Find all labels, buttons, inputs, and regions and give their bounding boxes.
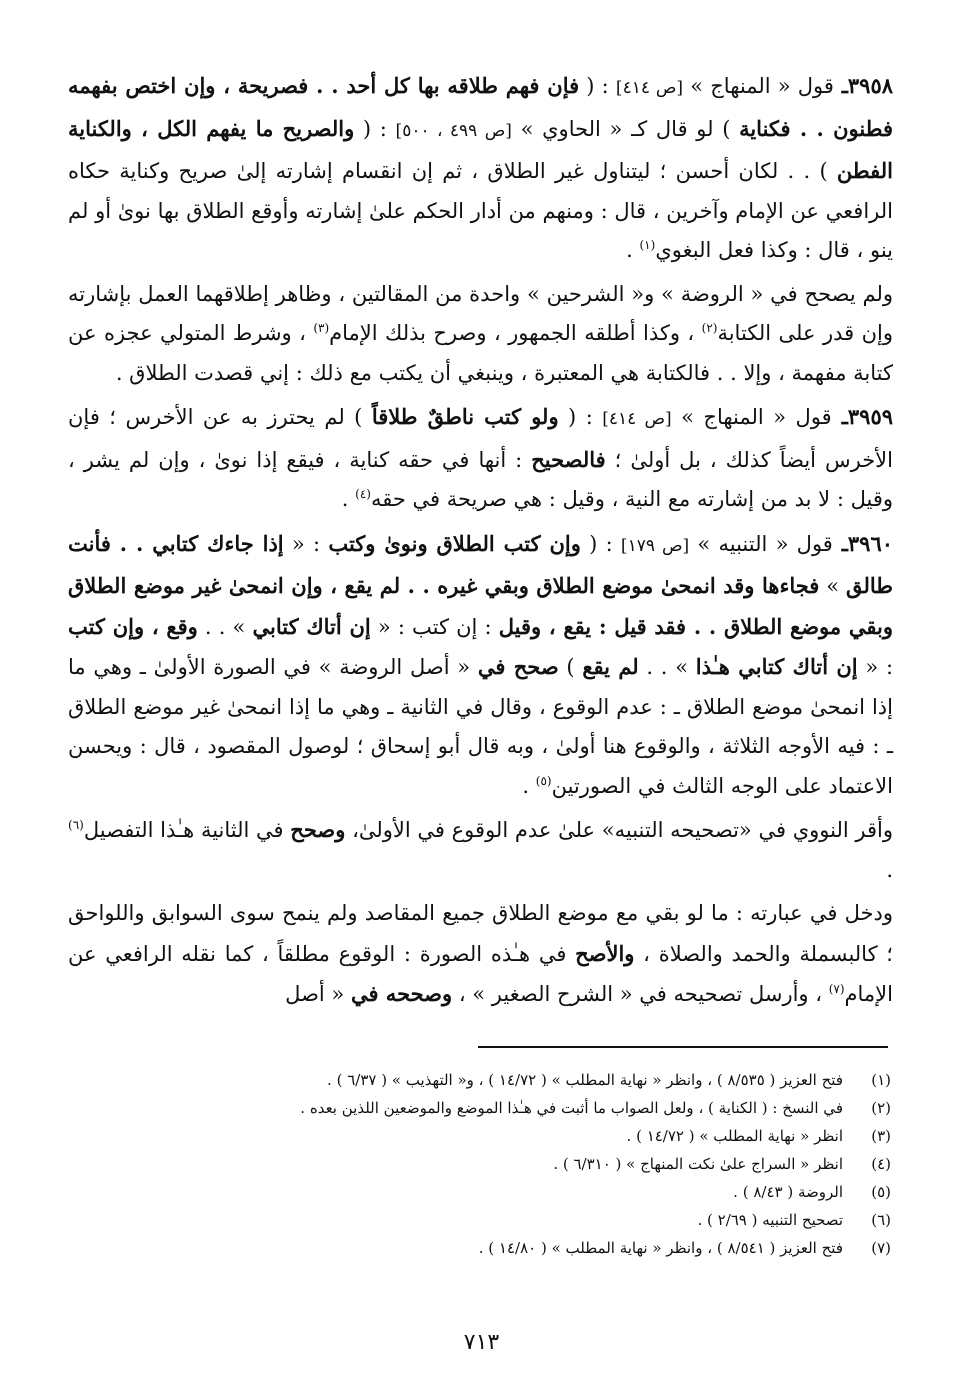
footnote-text: فتح العزيز ( ٨/٥٣٥ ) ، وانظر « نهاية المطلب » ( ١٤/٧٢ ) ، و« التهذيب » ( ٦/٣٧ ) . <box>327 1071 843 1089</box>
footnote-ref: (٧) <box>828 982 845 996</box>
bold-text: إن أتاك كتابي <box>252 613 371 639</box>
footnote-text: انظر « نهاية المطلب » ( ١٤/٧٢ ) . <box>626 1127 843 1145</box>
footnote <box>71 1096 891 1121</box>
text-run: قول « التنبيه » <box>689 531 833 556</box>
bold-text: ٣٩٥٨ـ <box>833 73 894 98</box>
bold-text: والصريح ما يفهم الكل ، والكناية الفطن <box>68 115 893 183</box>
text-run: [ص ٤١٤] <box>602 409 672 429</box>
footnote-divider <box>478 1046 888 1048</box>
bold-text: فجاءها وقد انمحىٰ موضع الطلاق وبقي غيره . . لم يقع ، وإن انمحىٰ غير موضع الطلاق وبقي موضع الطلاق . . فقد قيل : يقع ، وقيل <box>68 573 893 639</box>
text-run: [ص ٤١٤] <box>615 78 684 98</box>
text-run: ، وشرط المتولي عجزه عن كتابة مفهمة ، وإلا . . فالكتابة هي المعتبرة ، وينبغي أن يكتب مع ذلك : إني قصدت الطلاق . <box>68 321 893 385</box>
bold-text: إذا جاءك كتابي . . فأنت طالق <box>68 530 893 598</box>
footnote-number: (٣) <box>871 1127 891 1145</box>
text-run: : إن كتب : « <box>370 614 499 639</box>
footnote-ref: (٣) <box>313 321 330 335</box>
text-run: ) لو قال كـ « الحاوي » <box>511 116 740 141</box>
page-number: ٧١٣ <box>463 1330 500 1355</box>
footnote <box>71 1152 891 1177</box>
paragraph <box>68 894 893 1015</box>
footnote-number: (٢) <box>871 1099 891 1117</box>
footnote-number: (١) <box>871 1071 891 1089</box>
text-run: في هـٰذه الصورة : الوقوع مطلقاً ، كما نقله الرافعي عن الإمام <box>68 941 893 1006</box>
text-run: ، وأرسل تصحيحه في « الشرح الصغير » ، <box>452 982 829 1006</box>
text-run: . <box>886 857 893 882</box>
text-run: ) لم يحترز به عن الأخرس ؛ فإن الأخرس أيضاً كذلك ، بل أولىٰ ؛ <box>68 405 893 472</box>
footnote <box>71 1236 891 1261</box>
text-run: [ص ١٧٩] <box>620 535 690 556</box>
text-run: : « <box>283 531 329 556</box>
bold-text: لم يقع <box>582 654 639 679</box>
text-run: ودخل في عبارته : ما لو بقي مع موضع الطلاق جميع المقاصد ولم ينمح سوى السوابق واللواحق ؛ كالبسملة والحمد والصلاة ، <box>68 901 893 966</box>
footnote-text: في النسخ : ( الكناية ) ، ولعل الصواب ما أثبت في هـٰذا الموضع والموضعين اللذين بعده . <box>300 1099 843 1117</box>
text-run: ، وكذا أطلقه الجمهور ، وصرح بذلك الإمام <box>329 321 702 345</box>
text-run: وأقر النووي في «تصحيحه التنبيه» علىٰ عدم الوقوع في الأولىٰ، <box>345 818 893 842</box>
text-run: . <box>626 238 640 262</box>
footnote-number: (٦) <box>871 1211 891 1229</box>
text-run: قول « المنهاج » <box>671 405 832 429</box>
footnote-text: فتح العزيز ( ٨/٥٤١ ) ، وانظر « نهاية المطلب » ( ١٤/٨٠ ) . <box>478 1239 843 1257</box>
bold-text: فإن فهم طلاقه بها كل أحد . . فصريحة ، وإن اختص بفهمه فطنون . . فكناية <box>68 73 893 141</box>
bold-text: وصححه في <box>350 981 453 1006</box>
text-run: : ( <box>579 74 616 98</box>
bold-text: وإن كتب الطلاق ونوىٰ وكتب <box>328 530 581 556</box>
text-run: « أصل الروضة » في الصورة الأولىٰ ـ وهي ما إذا انمحىٰ موضع الطلاق ـ : عدم الوقوع ، وقال في الثانية ـ وهي ما إذا انمحىٰ غير موضع الطلاق ـ : فيه الأوجه الثلاثة ، والوقوع هنا أولىٰ ، وبه قال أبو إسحاق ؛ لوصول المقصود ، قال : ويحسن الاعتماد على الوجه الثالث في الصورتين <box>68 655 893 798</box>
footnote <box>71 1180 891 1205</box>
text-run: : ( <box>558 405 603 429</box>
footnote-text: تصحيح التنبيه ( ٢/٦٩ ) . <box>697 1211 843 1229</box>
text-run: » <box>819 574 846 598</box>
footnote-ref: (٢) <box>701 321 718 335</box>
text-run: : « <box>857 655 894 679</box>
footnote <box>71 1124 891 1149</box>
text-run: . <box>522 773 536 798</box>
paragraph <box>68 397 893 520</box>
bold-text: ٣٩٥٩ـ <box>831 404 894 429</box>
footnote-text: الروضة ( ٨/٤٣ ) . <box>733 1183 843 1201</box>
text-run: ولم يصحح في « الروضة » و« الشرحين » واحدة من المقالتين ، وظاهر إطلاقهما العمل بإشارته وإن قدر على الكتابة <box>68 281 893 345</box>
text-run: : أنها في حقه كناية ، فيقع إذا نوىٰ ، وإن لم يشر ، وقيل : لا بد من إشارته مع النية ، وقيل : هي صريحة في حقه <box>68 447 893 511</box>
text-run: » . . <box>197 614 253 639</box>
paragraph <box>68 524 893 807</box>
text-run: في الثانية هـٰذا التفصيل <box>83 818 291 842</box>
bold-text: ولو كتب ناطقٌ طلاقاً <box>371 404 559 429</box>
footnote <box>71 1208 891 1233</box>
footnote-number: (٤) <box>871 1155 891 1173</box>
text-run: ) . . لكان أحسن ؛ ليتناول غير الطلاق ، ثم إن انقسام إشارته إلىٰ صريح وكناية حكاه الرافعي عن الإمام وآخرين ، قال : ومنهم من أدار الحكم علىٰ إشارته وأوقع الطلاق بها نوىٰ أو لم ينو ، قال : وكذا فعل البغوي <box>68 159 893 262</box>
text-run: « أصل <box>285 982 351 1006</box>
text-run: : ( <box>580 531 621 556</box>
text-run: قول « المنهاج » <box>683 74 834 98</box>
bold-text: ٣٩٦٠ـ <box>832 530 894 556</box>
footnote-ref: (٤) <box>355 487 371 501</box>
text-run: ) <box>558 655 583 679</box>
footnotes <box>71 1068 891 1264</box>
paragraph <box>68 810 893 890</box>
bold-text: إن أتاك كتابي هـٰذا <box>695 654 858 679</box>
paragraph <box>68 275 893 394</box>
body-text <box>68 66 893 1015</box>
footnote-ref: (٥) <box>535 773 552 788</box>
footnote-ref: (٦) <box>68 818 84 832</box>
text-run: . <box>341 487 356 511</box>
footnote-number: (٥) <box>871 1183 891 1201</box>
bold-text: صحح في <box>477 654 559 679</box>
bold-text: والأصح <box>575 940 635 966</box>
paragraph <box>68 66 893 271</box>
text-run: » . . <box>638 655 696 679</box>
text-run: : ( <box>354 116 396 141</box>
bold-text: وصحح <box>290 817 346 842</box>
footnote <box>71 1068 891 1093</box>
footnote-ref: (١) <box>639 238 656 252</box>
bold-text: فالصحيح <box>531 446 606 472</box>
text-run: [ص ٤٩٩ ، ٥٠٠] <box>395 120 512 141</box>
footnote-text: انظر « السراج علىٰ نكت المنهاج » ( ٦/٣١٠ ) . <box>553 1155 843 1173</box>
footnote-number: (٧) <box>871 1239 891 1257</box>
bold-text: وقع ، وإن كتب <box>68 613 198 639</box>
